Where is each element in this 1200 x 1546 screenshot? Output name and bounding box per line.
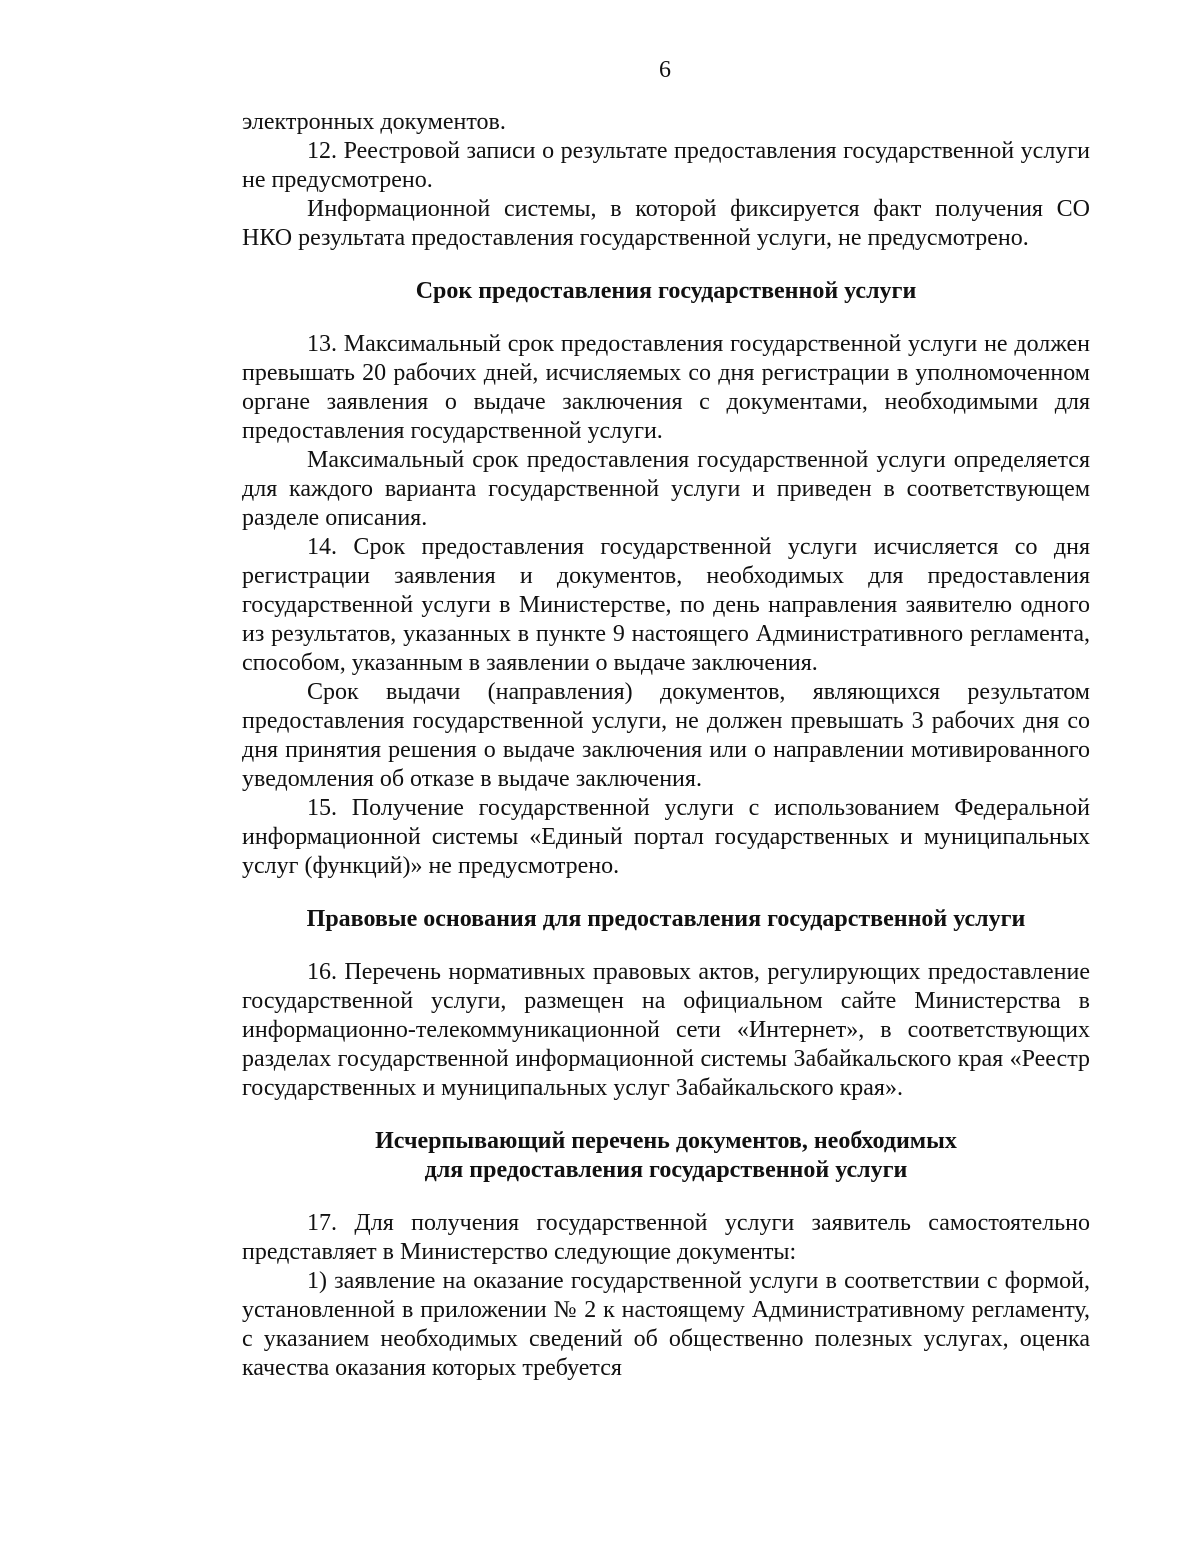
paragraph-17: 17. Для получения государственной услуги заявитель самостоятельно представляет в Министерство следующие документы: — [242, 1210, 1090, 1265]
paragraph-max-term: Максимальный срок предоставления государственной услуги определяется для каждого варианта государственной услуги и приведен в соответствующем разделе описания. — [242, 447, 1090, 531]
paragraph-continuation: электронных документов. — [242, 109, 506, 135]
document-body — [242, 108, 1090, 1383]
paragraph-16: 16. Перечень нормативных правовых актов, регулирующих предоставление государственной услуги, размещен на официальном сайте Министерства в информационно-телекоммуникационной сети «Интернет», в соответствующих разделах государственной информационной системы Забайкальского края «Реестр государственных и муниципальных услуг Забайкальского края». — [242, 959, 1090, 1101]
paragraph-17-item-1: 1) заявление на оказание государственной услуги в соответствии с формой, установленной в приложении № 2 к настоящему Административному регламенту, с указанием необходимых сведений об общественно полезных услугах, оценка качества оказания которых требуется — [242, 1268, 1090, 1381]
paragraph-14: 14. Срок предоставления государственной услуги исчисляется со дня регистрации заявления и документов, необходимых для предоставления государственной услуги в Министерстве, по день направления заявителю одного из результатов, указанных в пункте 9 настоящего Административного регламента, способом, указанным в заявлении о выдаче заключения. — [242, 534, 1090, 676]
section-heading-legal-grounds: Правовые основания для предоставления государственной услуги — [306, 906, 1026, 932]
paragraph-12: 12. Реестровой записи о результате предоставления государственной услуги не предусмотрено. — [242, 138, 1090, 193]
section-heading-service-term: Срок предоставления государственной услуги — [415, 278, 917, 304]
paragraph-13: 13. Максимальный срок предоставления государственной услуги не должен превышать 20 рабочих дней, исчисляемых со дня регистрации в уполномоченном органе заявления о выдаче заключения с документами, необходимыми для предоставления государственной услуги. — [242, 331, 1090, 444]
page-number: 6 — [659, 57, 671, 83]
paragraph-15: 15. Получение государственной услуги с использованием Федеральной информационной системы «Единый портал государственных и муниципальных услуг (функций)» не предусмотрено. — [242, 795, 1090, 879]
paragraph-information-system: Информационной системы, в которой фиксируется факт получения СО НКО результата предоставления государственной услуги, не предусмотрено. — [242, 196, 1090, 251]
section-heading-line-1: Исчерпывающий перечень документов, необходимых — [375, 1128, 957, 1154]
section-heading-documents-list — [242, 1127, 1090, 1185]
paragraph-issue-term: Срок выдачи (направления) документов, являющихся результатом предоставления государственной услуги, не должен превышать 3 рабочих дня со дня принятия решения о выдаче заключения или о направлении мотивированного уведомления об отказе в выдаче заключения. — [242, 679, 1090, 792]
section-heading-line-2: для предоставления государственной услуги — [424, 1157, 908, 1183]
